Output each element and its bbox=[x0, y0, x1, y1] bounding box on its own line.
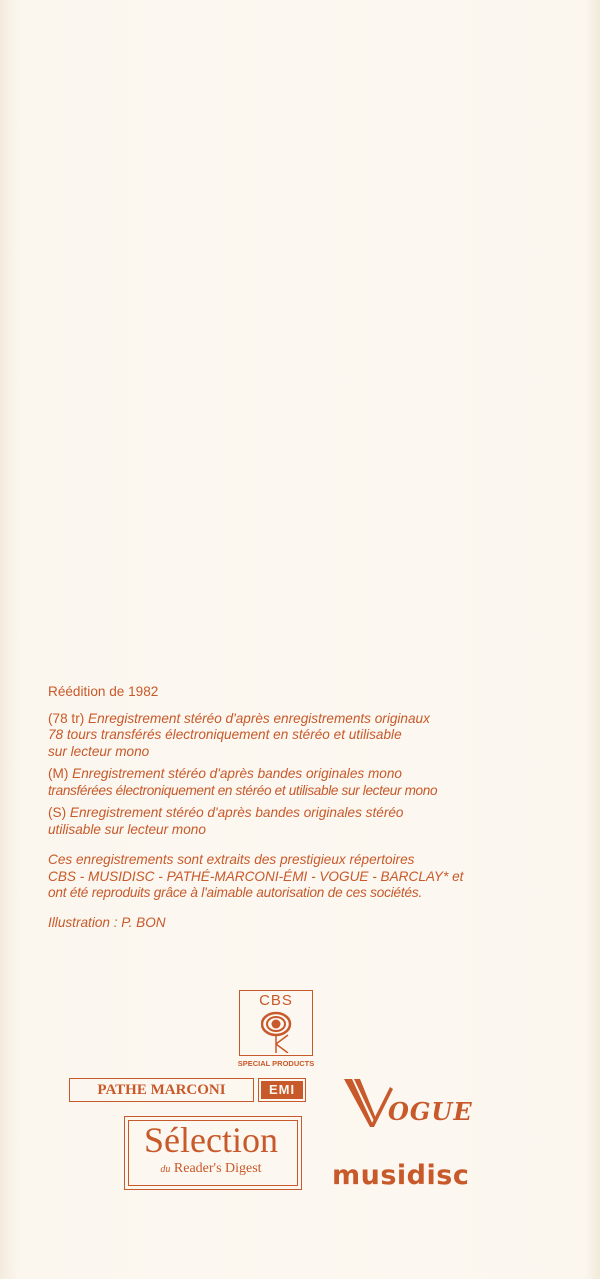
credits-line: CBS - MUSIDISC - PATHÉ-MARCONI-ÉMI - VOGUE - BARCLAY* et bbox=[48, 868, 464, 884]
note-78tr bbox=[48, 711, 568, 761]
cbs-logo bbox=[239, 990, 313, 1056]
selection-readers-digest-logo bbox=[124, 1116, 302, 1190]
selection-du: du bbox=[160, 1164, 171, 1175]
vogue-logo bbox=[340, 1075, 480, 1145]
illustration-credit: Illustration : P. BON bbox=[48, 915, 166, 931]
cbs-special-products: SPECIAL PRODUCTS bbox=[237, 1059, 315, 1068]
note-line: utilisable sur lecteur mono bbox=[48, 821, 206, 837]
note-line: Enregistrement stéréo d'après enregistrements originaux bbox=[84, 710, 430, 726]
note-line: 78 tours transférés électroniquement en stéréo et utilisable bbox=[48, 727, 402, 742]
selection-readers-digest: Reader's Digest bbox=[173, 1161, 262, 1176]
pathe-marconi-logo: PATHE MARCONI bbox=[69, 1078, 254, 1102]
note-line: sur lecteur mono bbox=[48, 743, 150, 759]
credits-line: Ces enregistrements sont extraits des prestigieux répertoires bbox=[48, 852, 415, 867]
note-code: (S) bbox=[48, 805, 67, 820]
note-stereo bbox=[48, 805, 568, 838]
note-line: Enregistrement stéréo d'après bandes originales stéréo bbox=[66, 805, 404, 820]
note-code: (78 tr) bbox=[48, 710, 85, 726]
musidisc-logo: musidisc bbox=[332, 1160, 470, 1191]
vogue-word: OGUE bbox=[388, 1097, 473, 1126]
note-line: Enregistrement stéréo d'après bandes originales mono bbox=[68, 766, 402, 781]
credits-paragraph bbox=[48, 852, 568, 902]
liner-notes bbox=[48, 684, 568, 945]
note-line: transférées électroniquement en stéréo et utilisable sur lecteur mono bbox=[48, 782, 438, 798]
cbs-logo-text: CBS bbox=[259, 992, 293, 1009]
cbs-eye-icon bbox=[261, 1011, 293, 1053]
selection-word: Sélection bbox=[144, 1120, 278, 1160]
note-code: (M) bbox=[48, 766, 69, 781]
emi-logo bbox=[258, 1078, 306, 1102]
emi-logo-text: EMI bbox=[261, 1081, 303, 1099]
credits-line: ont été reproduits grâce à l'aimable autorisation de ces sociétés. bbox=[48, 885, 423, 900]
note-mono bbox=[48, 766, 568, 799]
reissue-heading: Réédition de 1982 bbox=[48, 684, 159, 699]
selection-subtitle bbox=[131, 1161, 291, 1177]
